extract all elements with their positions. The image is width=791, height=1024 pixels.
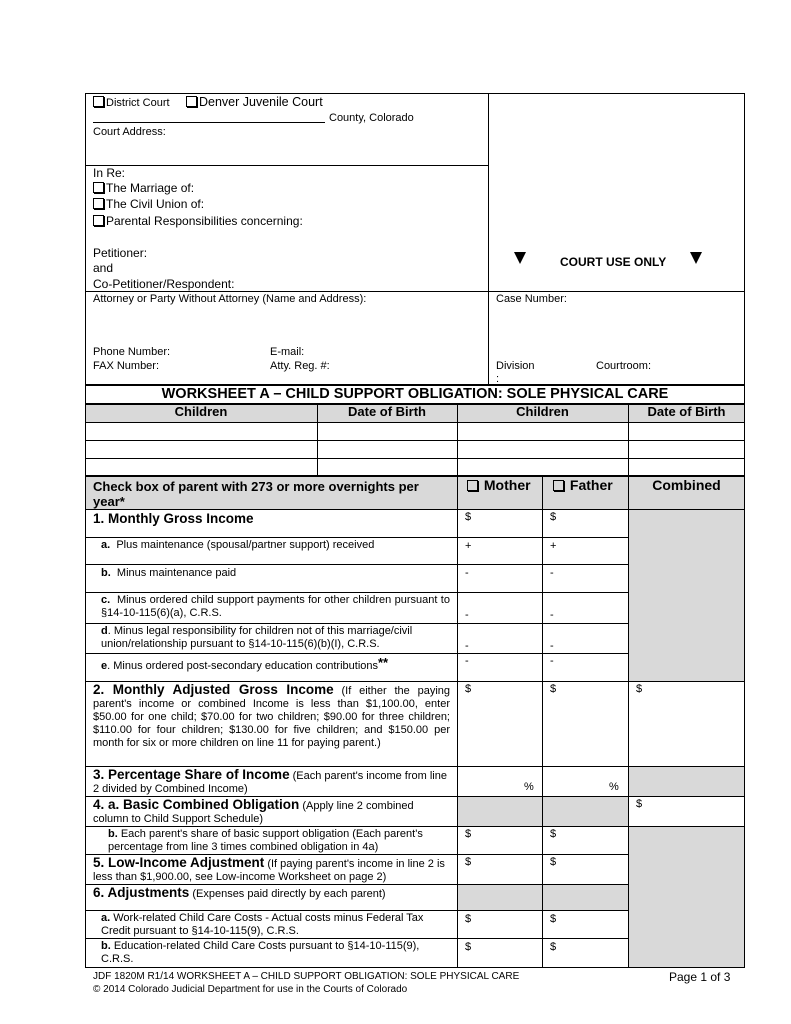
line-2-label: 2. Monthly Adjusted Gross Income (If either the paying parent's income or combined Income is less than $1,100.00, enter $50.00 for one child; $70.00 for two children; $90.00 for three children; $110.00 for four children; $130.00 for five children; and $150.00 per month for six or more children on line 11 for paying parent.) xyxy=(93,682,450,749)
caption-box xyxy=(85,93,745,385)
line-1c-father-minus[interactable]: - xyxy=(550,609,554,621)
email-label: E-mail: xyxy=(270,346,305,358)
line-1b-father-minus[interactable]: - xyxy=(550,567,554,579)
and-label: and xyxy=(93,261,114,275)
copyright: © 2014 Colorado Judicial Department for use in the Courts of Colorado xyxy=(93,984,408,995)
line-1a-mother-plus[interactable]: + xyxy=(465,540,472,552)
form-id: JDF 1820M R1/14 WORKSHEET A – CHILD SUPPORT OBLIGATION: SOLE PHYSICAL CARE xyxy=(93,971,520,982)
line-6a-mother-dollar[interactable]: $ xyxy=(465,913,472,925)
line-2-father-dollar[interactable]: $ xyxy=(550,683,557,695)
courtroom-label: Courtroom: xyxy=(596,360,652,372)
line-6-label: 6. Adjustments (Expenses paid directly by each parent) xyxy=(93,885,386,900)
line-6a-father-dollar[interactable]: $ xyxy=(550,913,557,925)
division-label: Division xyxy=(496,360,535,372)
page-number: Page 1 of 3 xyxy=(669,970,731,984)
line-4a-combined-dollar[interactable]: $ xyxy=(636,798,643,810)
phone-label: Phone Number: xyxy=(93,346,171,358)
parental-option[interactable]: Parental Responsibilities concerning: xyxy=(93,214,303,228)
line-1e-father-minus[interactable]: - xyxy=(550,655,554,667)
marriage-option[interactable]: The Marriage of: xyxy=(93,181,194,195)
co-petitioner-label: Co-Petitioner/Respondent: xyxy=(93,277,235,291)
children-header: Children xyxy=(516,404,569,419)
line-4a-label: 4. a. Basic Combined Obligation (Apply line 2 combined column to Child Support Schedule) xyxy=(93,797,414,825)
line-3-label: 3. Percentage Share of Income (Each parent's income from line 2 divided by Combined Income) xyxy=(93,767,447,795)
child-name-cell[interactable] xyxy=(458,423,627,439)
child-dob-cell[interactable] xyxy=(318,423,456,439)
down-triangle-icon xyxy=(690,252,702,264)
line-1c-mother-minus[interactable]: - xyxy=(465,609,469,621)
line-5-mother-dollar[interactable]: $ xyxy=(465,856,472,868)
line-1b-label: b. Minus maintenance paid xyxy=(101,567,237,579)
combined-header: Combined xyxy=(652,477,721,493)
court-address-label: Court Address: xyxy=(93,126,166,138)
worksheet-title: WORKSHEET A – CHILD SUPPORT OBLIGATION: SOLE PHYSICAL CARE xyxy=(161,386,669,402)
atty-reg-label: Atty. Reg. #: xyxy=(270,360,330,372)
parental-checkbox[interactable] xyxy=(93,215,104,226)
line-2-combined-dollar[interactable]: $ xyxy=(636,683,643,695)
marriage-checkbox[interactable] xyxy=(93,182,104,193)
county-label: County, Colorado xyxy=(329,112,414,124)
line-3-father-percent[interactable]: % xyxy=(609,781,619,793)
line-5-father-dollar[interactable]: $ xyxy=(550,856,557,868)
line-1d-mother-minus[interactable]: - xyxy=(465,640,469,652)
line-6b-mother-dollar[interactable]: $ xyxy=(465,941,472,953)
line-1-mother-dollar[interactable]: $ xyxy=(465,511,472,523)
line-4b-label: b. Each parent's share of basic support obligation (Each parent's percentage from line 3 times combined obligation in 4a) xyxy=(108,828,423,853)
denver-juvenile-court-checkbox[interactable] xyxy=(186,96,197,107)
civil-union-option[interactable]: The Civil Union of: xyxy=(93,197,204,211)
line-4b-mother-dollar[interactable]: $ xyxy=(465,828,472,840)
attorney-label: Attorney or Party Without Attorney (Name and Address): xyxy=(93,293,367,305)
line-1d-label: d. Minus legal responsibility for children not of this marriage/civil union/relationship pursuant to §14-10-115(6)(b)(I), C.R.S. xyxy=(101,625,413,650)
case-number-label: Case Number: xyxy=(496,293,567,305)
line-5-label: 5. Low-Income Adjustment (If paying parent's income in line 2 is less than $1,900.00, see Low-income Worksheet on page 2) xyxy=(93,855,445,883)
division-colon: : xyxy=(496,373,500,385)
county-line[interactable] xyxy=(93,122,325,123)
mother-checkbox[interactable] xyxy=(467,480,478,491)
father-option[interactable]: Father xyxy=(553,478,613,492)
line-3-mother-percent[interactable]: % xyxy=(524,781,534,793)
petitioner-label: Petitioner: xyxy=(93,246,148,260)
line-2-mother-dollar[interactable]: $ xyxy=(465,683,472,695)
line-1e-mother-minus[interactable]: - xyxy=(465,655,469,667)
dob-header: Date of Birth xyxy=(348,404,426,419)
district-court-checkbox[interactable] xyxy=(93,96,104,107)
in-re-label: In Re: xyxy=(93,166,126,180)
dob-header: Date of Birth xyxy=(647,404,726,419)
court-use-only-label: COURT USE ONLY xyxy=(560,255,667,269)
down-triangle-icon xyxy=(514,252,526,264)
children-header: Children xyxy=(174,404,228,419)
line-6a-label: a. Work-related Child Care Costs - Actual costs minus Federal Tax Credit pursuant to §14-10-115(9), C.R.S. xyxy=(101,912,424,937)
child-dob-cell[interactable] xyxy=(629,423,744,439)
line-4b-father-dollar[interactable]: $ xyxy=(550,828,557,840)
father-checkbox[interactable] xyxy=(553,480,564,491)
line-6b-label: b. Education-related Child Care Costs pursuant to §14-10-115(9), C.R.S. xyxy=(101,940,420,965)
line-1a-father-plus[interactable]: + xyxy=(550,540,557,552)
line-6b-father-dollar[interactable]: $ xyxy=(550,941,557,953)
mother-option[interactable]: Mother xyxy=(467,478,531,492)
line-1d-father-minus[interactable]: - xyxy=(550,640,554,652)
check-box-label: Check box of parent with 273 or more overnights per year* xyxy=(93,479,419,509)
line-1e-label: e. Minus ordered post-secondary education contributions** xyxy=(101,655,389,672)
denver-juvenile-court-option[interactable]: Denver Juvenile Court xyxy=(186,95,323,109)
line-1-label: 1. Monthly Gross Income xyxy=(93,511,254,526)
line-1c-label: c. Minus ordered child support payments for other children pursuant to §14-10-115(6)(a), C.R.S. xyxy=(101,594,450,619)
line-1-father-dollar[interactable]: $ xyxy=(550,511,557,523)
fax-label: FAX Number: xyxy=(93,360,160,372)
line-1b-mother-minus[interactable]: - xyxy=(465,567,469,579)
line-1a-label: a. Plus maintenance (spousal/partner support) received xyxy=(101,539,375,551)
child-name-cell[interactable] xyxy=(86,423,316,439)
district-court-option[interactable]: District Court xyxy=(93,96,170,110)
civil-union-checkbox[interactable] xyxy=(93,198,104,209)
